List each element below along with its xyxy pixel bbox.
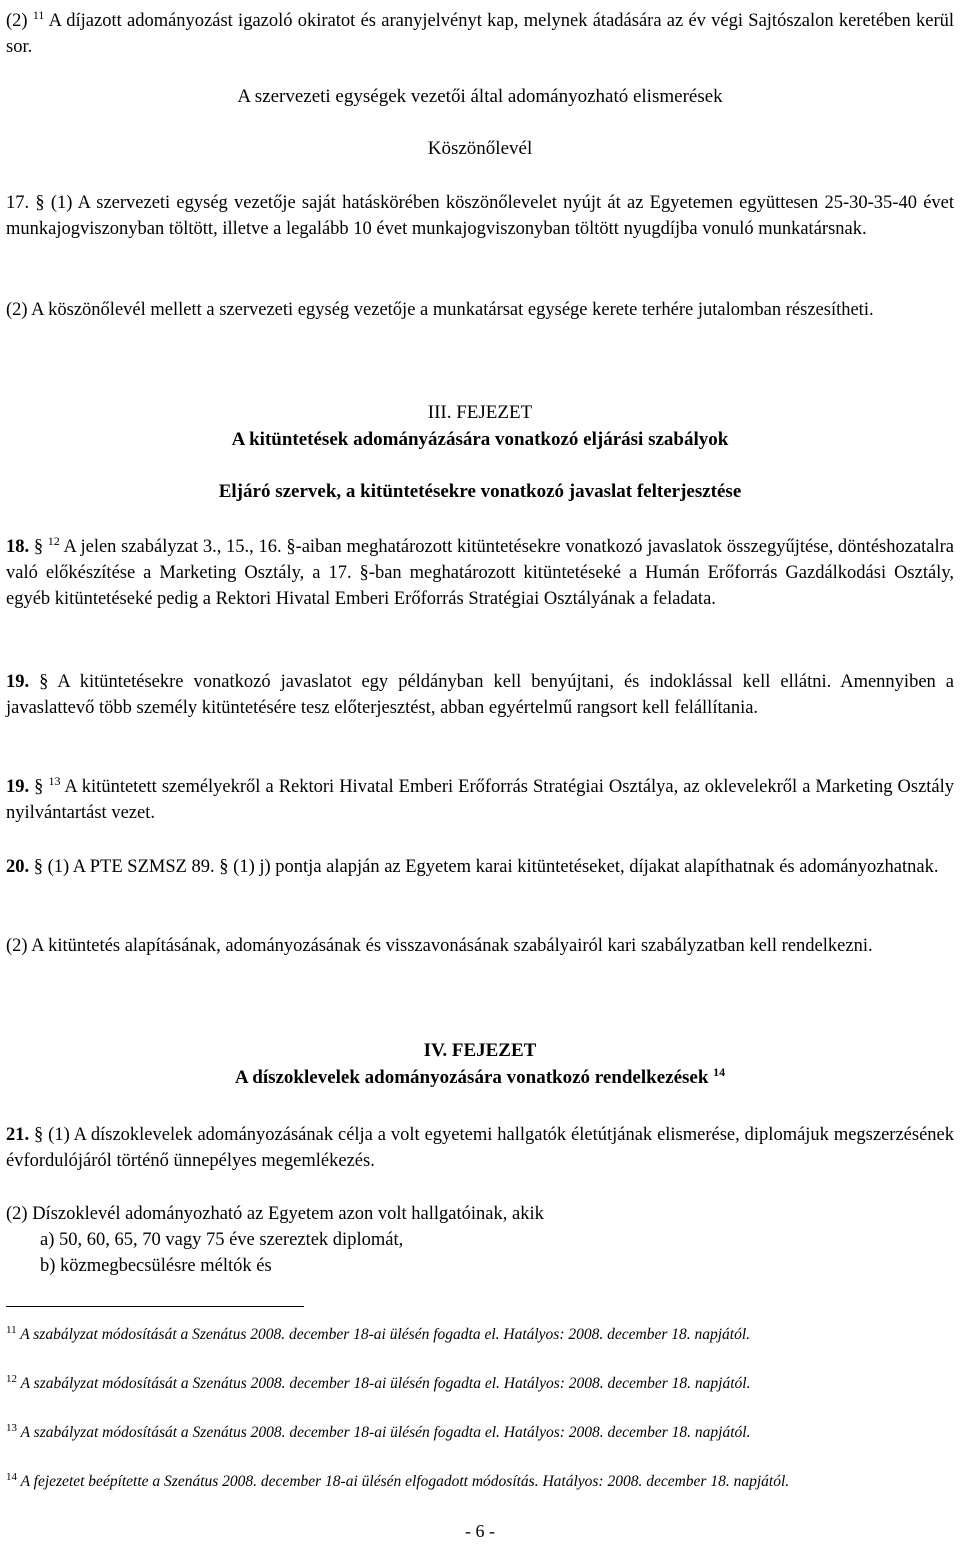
heading-unit-awards: A szervezeti egységek vezetői által adományozható elismerések	[237, 86, 723, 107]
footnote-ref-12[interactable]: 12	[47, 534, 60, 548]
paragraph-text: (1) j) pontja alapján az Egyetem karai kitüntetéseket, díjakat alapíthatnak és adományozhatnak.	[228, 857, 939, 877]
list-item-b: b) közmegbecsülésre méltók és	[40, 1256, 272, 1276]
paragraph-17	[6, 190, 954, 242]
list-item-a: a) 50, 60, 65, 70 vagy 75 éve szereztek diplomát,	[40, 1230, 404, 1250]
footnote-separator	[6, 1306, 304, 1307]
footnote-11	[6, 1324, 954, 1346]
footnote-text: A szabályzat módosítását a Szenátus 2008. december 18-ai ülésén fogadta el. Hatályos: 2008. december 18. napjától.	[16, 1326, 751, 1343]
section-symbol: §	[359, 563, 369, 583]
footnote-number: 12	[6, 1373, 17, 1385]
paragraph-text: (1) A PTE SZMSZ 89.	[43, 857, 220, 877]
section-symbol: §	[34, 1125, 44, 1145]
footnote-ref-11[interactable]: 11	[32, 8, 45, 22]
chapter-4-subtitle-text: A díszoklevelek adományozására vonatkozó rendelkezések	[234, 1067, 709, 1088]
footnote-12	[6, 1373, 954, 1395]
paragraph-18	[6, 534, 954, 612]
paragraph-text: A jelen szabályzat 3., 15., 16.	[59, 537, 287, 557]
footnote-text: A fejezetet beépítette a Szenátus 2008. december 18-ai ülésén elfogadott módosítás. Hatályos: 2008. december 18. napjától.	[17, 1473, 790, 1490]
footnote-14	[6, 1471, 954, 1493]
paragraph-text: A kitüntetésekre vonatkozó javaslatot egy példányban kell benyújtani, és indoklással kell ellátni. Amennyiben a javaslattevő több személy kitüntetésére tesz előterjesztést, abban egyértelmű rangsort kell felállítania.	[6, 672, 955, 718]
section-symbol: §	[34, 777, 44, 797]
footnote-ref-14[interactable]: 14	[713, 1065, 726, 1079]
paragraph-text: (1) A szervezeti egység vezetője saját hatáskörében köszönőlevelet nyújt át az Egyetemen együttesen 25-30-35-40 évet munkajogviszonyban töltött, illetve a legalább 10 évet munkajogviszonyban töltött nyugdíjba vonuló munkatársnak.	[6, 193, 955, 239]
page-number: - 6 -	[465, 1521, 495, 1541]
paragraph-20-2: (2) A kitüntetés alapításának, adományozásának és visszavonásának szabályairól kari szabályzatban kell rendelkezni.	[6, 936, 873, 956]
paragraph-text: A kitüntetett személyekről a Rektori Hivatal Emberi Erőforrás Stratégiai Osztálya, az oklevelekről a Marketing Osztály nyilvántartást vezet.	[6, 777, 955, 823]
section-symbol: §	[286, 537, 296, 557]
section-symbol: §	[35, 193, 45, 213]
section-symbol: §	[219, 857, 229, 877]
section-symbol: §	[33, 857, 43, 877]
paragraph-21-2: (2) Díszoklevél adományozható az Egyetem azon volt hallgatóinak, akik	[6, 1204, 544, 1224]
chapter-3-subtitle: A kitüntetések adományázására vonatkozó eljárási szabályok	[231, 429, 729, 450]
section-symbol: §	[33, 537, 44, 557]
section-number: 20.	[6, 857, 30, 877]
section-number: 17.	[6, 193, 30, 213]
footnote-number: 13	[6, 1422, 17, 1434]
footnote-ref-13[interactable]: 13	[48, 774, 61, 788]
heading-thank-you-letter: Köszönőlevél	[427, 138, 533, 159]
footnote-13	[6, 1422, 954, 1444]
footnote-text: A szabályzat módosítását a Szenátus 2008. december 18-ai ülésén fogadta el. Hatályos: 2008. december 18. napjától.	[17, 1375, 751, 1392]
footnote-number: 14	[6, 1471, 17, 1483]
section-number: 19.	[6, 777, 30, 797]
paragraph-text: (1) A díszoklevelek adományozásának célja a volt egyetemi hallgatók életútjának elismerése, diplomájuk megszerzésének évfordulójáról történő ünnepélyes megemlékezés.	[6, 1125, 955, 1171]
section-symbol: §	[39, 672, 49, 692]
section-number: 21.	[6, 1125, 30, 1145]
paragraph-17-2: (2) A köszönőlevél mellett a szervezeti egység vezetője a munkatársat egysége kerete terhére jutalomban részesítheti.	[6, 300, 874, 320]
chapter-3-title: III. FEJEZET	[427, 402, 533, 423]
paragraph-19-b	[6, 774, 954, 826]
paragraph-text: -aiban meghatározott kitüntetésekre vonatkozó javaslatok összegyűjtése, döntéshozatalra való előkészítése a Marketing Osztály, a 17.	[6, 537, 955, 583]
paragraph-text: -ban meghatározott kitüntetéseké a Humán Erőforrás Gazdálkodási Osztály, egyéb kitüntetéseké pedig a Rektori Hivatal Emberi Erőforrás Stratégiai Osztályának a feladata.	[6, 563, 954, 609]
chapter-3-section-title: Eljáró szervek, a kitüntetésekre vonatkozó javaslat felterjesztése	[218, 481, 742, 502]
chapter-4-title: IV. FEJEZET	[423, 1040, 537, 1061]
paragraph-20	[6, 854, 954, 880]
chapter-4-subtitle	[0, 1067, 960, 1089]
section-number: 18.	[6, 537, 30, 557]
paragraph-19-a	[6, 669, 954, 721]
paragraph-text: A díjazott adományozást igazoló okiratot és aranyjelvényt kap, melynek átadására az év végi Sajtószalon keretében kerül sor.	[6, 11, 955, 57]
paragraph-award-certificate	[6, 8, 954, 60]
section-number: 19.	[6, 672, 30, 692]
paragraph-21	[6, 1122, 954, 1174]
footnote-number: 11	[6, 1324, 17, 1336]
footnote-text: A szabályzat módosítását a Szenátus 2008. december 18-ai ülésén fogadta el. Hatályos: 2008. december 18. napjától.	[17, 1424, 751, 1441]
paragraph-number: (2)	[6, 11, 28, 31]
